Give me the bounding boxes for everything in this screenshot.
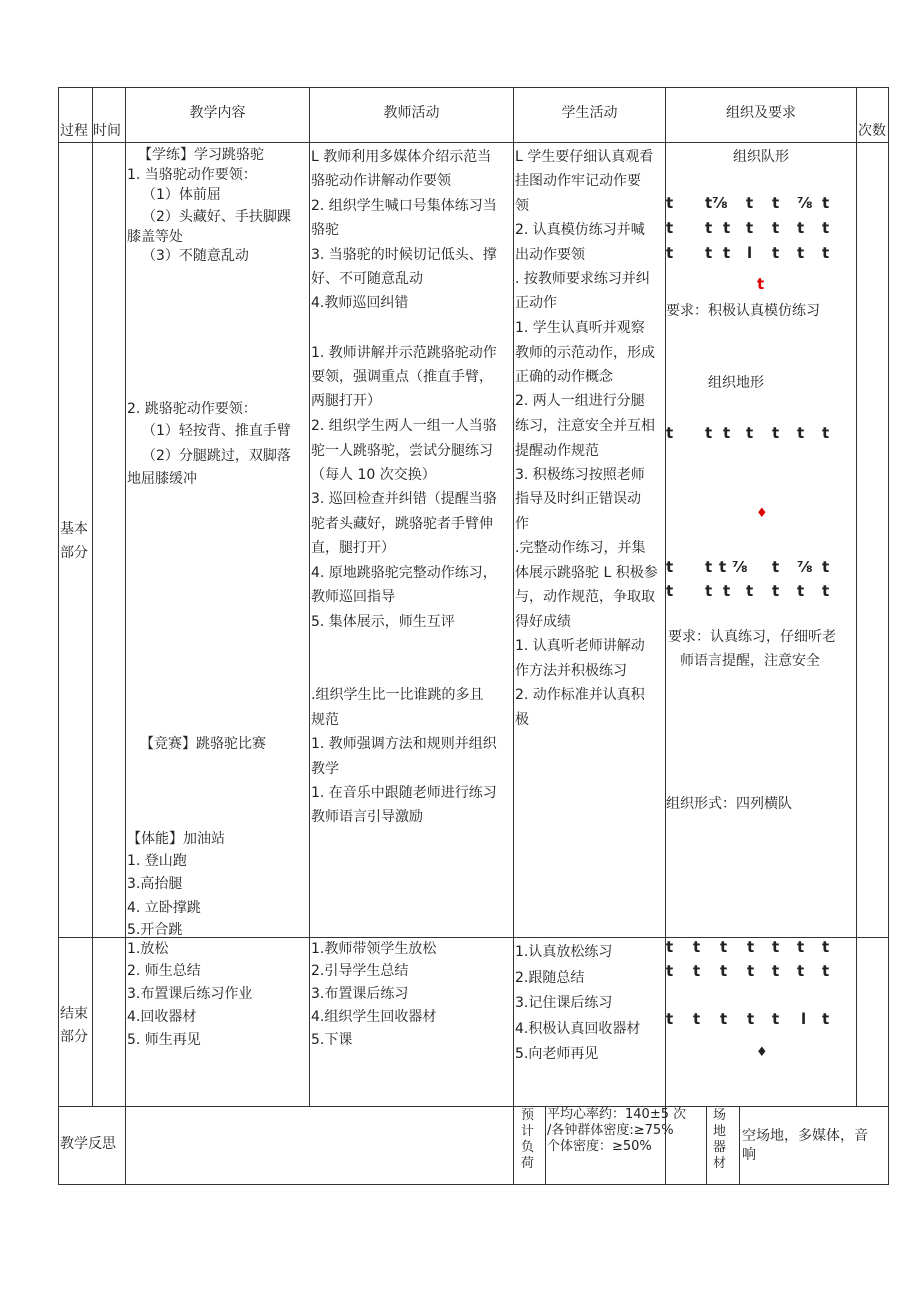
load-label-char: 预 — [521, 1108, 535, 1123]
teacher-line: 两腿打开） — [311, 393, 381, 409]
student-mark: t — [772, 244, 780, 262]
student-line: 2. 动作标准并认真积 — [515, 687, 645, 703]
student-line: 正动作 — [515, 295, 557, 311]
student-line: 1.认真放松练习 — [515, 944, 613, 960]
content-line: （2）分腿跳过，双脚落 — [142, 448, 291, 464]
student-mark: t — [822, 1010, 830, 1028]
student-mark: t — [705, 582, 713, 600]
content-line: 1. 当骆驼动作要领： — [127, 167, 257, 183]
header-time: 时间 — [93, 123, 121, 139]
student-mark: t — [666, 424, 674, 442]
venue-line: 空场地，多媒体，音 — [742, 1128, 868, 1144]
content-line: （1）轻按背、推直手臂 — [142, 423, 291, 439]
teacher-line: 2.引导学生总结 — [311, 963, 409, 979]
student-line: 得好成绩 — [515, 614, 571, 630]
basic-label-2: 部分 — [60, 545, 88, 561]
student-mark: t — [797, 962, 805, 980]
teacher-line: L 教师利用多媒体介绍示范当 — [311, 149, 492, 165]
teacher-line: （每人 10 次交换） — [311, 467, 436, 483]
teacher-line: 3.布置课后练习 — [311, 986, 409, 1002]
student-mark: t — [666, 558, 674, 576]
student-mark: t — [797, 424, 805, 442]
teacher-line: 教学 — [311, 761, 339, 777]
student-line: 练习，注意安全并互相 — [515, 418, 655, 434]
student-mark: t — [666, 582, 674, 600]
teacher-diamond-marker: ♦ — [756, 1045, 768, 1060]
content-line: 【体能】加油站 — [127, 831, 225, 847]
teacher-diamond-marker: ♦ — [756, 506, 768, 521]
content-line: 2. 师生总结 — [127, 963, 201, 979]
teacher-line: 骆驼动作讲解动作要领 — [311, 173, 451, 189]
student-line: 提醒动作规范 — [515, 443, 599, 459]
teacher-line: 4. 原地跳骆驼完整动作练习， — [311, 565, 497, 581]
heart-rate: 平均心率约：140±5 次 — [547, 1107, 687, 1122]
teacher-mark: l — [747, 244, 753, 262]
student-mark: t — [723, 424, 731, 442]
student-mark: t — [822, 219, 830, 237]
student-mark: t — [719, 558, 727, 576]
student-line: L 学生要仔细认真观看 — [515, 149, 654, 165]
end-label: 结束 — [60, 1006, 88, 1022]
student-mark: t⅞ — [705, 194, 728, 212]
basic-label: 基本 — [60, 521, 88, 537]
content-line: 5. 师生再见 — [127, 1032, 201, 1048]
student-mark: t — [720, 962, 728, 980]
terrain-title: 组织地形 — [708, 375, 764, 391]
student-mark: t — [723, 219, 731, 237]
content-line: 2. 跳骆驼动作要领： — [127, 401, 257, 417]
formation-title: 组织队形 — [733, 149, 789, 165]
student-mark: t — [822, 194, 830, 212]
student-line: 挂图动作牢记动作要 — [515, 173, 641, 189]
teacher-position-marker: t — [757, 275, 765, 293]
student-line: 2. 认真模仿练习并喊 — [515, 222, 645, 238]
student-mark: t — [693, 962, 701, 980]
header-count: 次数 — [858, 123, 886, 139]
content-line: 3.高抬腿 — [127, 876, 183, 892]
student-mark: t — [797, 244, 805, 262]
teacher-line: 1. 教师强调方法和规则并组织 — [311, 736, 497, 752]
student-mark: t — [747, 962, 755, 980]
content-line: 【学练】学习跳骆驼 — [138, 147, 264, 163]
venue-label-char: 器 — [713, 1140, 727, 1155]
content-line: 3.布置课后练习作业 — [127, 986, 253, 1002]
student-mark: t — [822, 582, 830, 600]
individual-density: 个体密度：≥50% — [547, 1139, 652, 1154]
student-mark: t — [666, 219, 674, 237]
student-mark: t — [705, 558, 713, 576]
teacher-line: 教师巡回指导 — [311, 589, 395, 605]
student-mark: t — [746, 219, 754, 237]
student-mark: ⅞ — [797, 558, 813, 576]
content-line: 5.开合跳 — [127, 922, 183, 938]
teacher-line: 1. 在音乐中跟随老师进行练习 — [311, 785, 497, 801]
formation-requirement-2: 要求：认真练习，仔细听老 — [668, 629, 836, 645]
teacher-mark: l — [801, 1010, 807, 1028]
student-line: 4.积极认真回收器材 — [515, 1021, 641, 1037]
student-line: 1. 学生认真听并观察 — [515, 320, 645, 336]
student-line: 3.记住课后练习 — [515, 995, 613, 1011]
teacher-line: 4.组织学生回收器材 — [311, 1009, 437, 1025]
venue-label-char: 材 — [713, 1156, 727, 1171]
teacher-line: 教师语言引导激励 — [311, 809, 423, 825]
student-mark: t — [705, 244, 713, 262]
student-mark: t — [693, 1010, 701, 1028]
venue-line: 响 — [742, 1147, 756, 1163]
header-process: 过程 — [60, 123, 88, 139]
teacher-line: 驼者头藏好，跳骆驼者手臂伸 — [311, 516, 493, 532]
student-mark: t — [720, 938, 728, 956]
student-line: 出动作要领 — [515, 247, 585, 263]
student-mark: t — [666, 244, 674, 262]
student-mark: t — [822, 244, 830, 262]
teacher-line: 2. 组织学生喊口号集体练习当 — [311, 198, 497, 214]
teacher-line: 3. 巡回检查并纠错（提醒当骆 — [311, 491, 497, 507]
student-mark: t — [747, 1010, 755, 1028]
venue-label-char: 场 — [713, 1108, 727, 1123]
student-mark: t — [666, 1010, 674, 1028]
teacher-line: 3. 当骆驼的时候切记低头、撑 — [311, 247, 497, 263]
student-mark: t — [822, 962, 830, 980]
header-teacher: 教师活动 — [383, 105, 440, 121]
student-mark: t — [666, 962, 674, 980]
student-mark: t — [723, 244, 731, 262]
student-line: 极 — [515, 712, 529, 728]
student-line: 与，动作规范，争取取 — [515, 589, 655, 605]
student-mark: t — [822, 558, 830, 576]
teacher-line: 直，腿打开） — [311, 540, 395, 556]
teacher-line: 好、不可随意乱动 — [311, 271, 423, 287]
student-line: 作方法并积极练习 — [515, 663, 627, 679]
student-mark: t — [720, 1010, 728, 1028]
student-mark: ⅞ — [732, 558, 748, 576]
student-mark: t — [693, 938, 701, 956]
student-line: 2.跟随总结 — [515, 970, 585, 986]
content-line: （2）头藏好、手扶脚踝 — [142, 209, 291, 225]
student-mark: t — [723, 582, 731, 600]
student-mark: t — [772, 938, 780, 956]
student-mark: t — [746, 194, 754, 212]
teacher-line: 2. 组织学生两人一组一人当骆 — [311, 418, 497, 434]
content-line: 4. 立卧撑跳 — [127, 900, 201, 916]
load-label-char: 计 — [521, 1124, 535, 1139]
student-line: 体展示跳骆驼 L 积极参 — [515, 565, 658, 581]
content-line: 4.回收器材 — [127, 1009, 197, 1025]
formation-form: 组织形式：四列横队 — [666, 796, 792, 812]
student-mark: ⅞ — [797, 194, 813, 212]
teacher-line: 5. 集体展示，师生互评 — [311, 614, 455, 630]
teacher-line: 骆驼 — [311, 222, 339, 238]
content-line: 膝盖等处 — [127, 229, 183, 245]
header-student: 学生活动 — [561, 105, 618, 121]
teacher-line: 要领，强调重点（推直手臂， — [311, 369, 493, 385]
student-mark: t — [772, 1010, 780, 1028]
student-mark: t — [772, 558, 780, 576]
student-line: 指导及时纠正错误动 — [515, 491, 641, 507]
student-mark: t — [772, 962, 780, 980]
teacher-line: 驼一人跳骆驼，尝试分腿练习 — [311, 443, 493, 459]
student-mark: t — [705, 424, 713, 442]
student-line: 领 — [515, 198, 529, 214]
teacher-line: 规范 — [311, 712, 339, 728]
student-mark: t — [797, 938, 805, 956]
teacher-line: 5.下课 — [311, 1032, 353, 1048]
teacher-line: 4.教师巡回纠错 — [311, 295, 409, 311]
student-line: 作 — [515, 516, 529, 532]
teacher-line: 1.教师带领学生放松 — [311, 941, 437, 957]
content-line: 地屈膝缓冲 — [127, 471, 197, 487]
header-content: 教学内容 — [189, 105, 246, 121]
student-mark: t — [822, 424, 830, 442]
student-mark: t — [772, 219, 780, 237]
formation-requirement: 要求：积极认真模仿练习 — [666, 303, 820, 319]
student-line: 正确的动作概念 — [515, 369, 613, 385]
teacher-line: 1. 教师讲解并示范跳骆驼动作 — [311, 345, 497, 361]
student-mark: t — [705, 219, 713, 237]
content-line: 1. 登山跑 — [127, 853, 187, 869]
student-line: 3. 积极练习按照老师 — [515, 467, 645, 483]
venue-label-char: 地 — [713, 1124, 727, 1139]
student-line: 教师的示范动作，形成 — [515, 345, 655, 361]
student-mark: t — [746, 424, 754, 442]
student-mark: t — [797, 582, 805, 600]
student-mark: t — [772, 194, 780, 212]
end-label-2: 部分 — [60, 1029, 88, 1045]
group-density: /各钟群体密度:≥75% — [547, 1123, 674, 1138]
formation-requirement-2b: 师语言提醒，注意安全 — [680, 653, 820, 669]
student-mark: t — [666, 194, 674, 212]
student-mark: t — [746, 582, 754, 600]
content-line: （3）不随意乱动 — [142, 248, 249, 264]
content-line: 【竞赛】跳骆驼比赛 — [140, 736, 266, 752]
student-mark: t — [822, 938, 830, 956]
load-label-char: 负 — [521, 1140, 535, 1155]
student-line: 2. 两人一组进行分腿 — [515, 393, 645, 409]
content-line: 1.放松 — [127, 941, 169, 957]
student-mark: t — [666, 938, 674, 956]
content-line: （1）体前屈 — [142, 187, 221, 203]
student-line: 5.向老师再见 — [515, 1046, 599, 1062]
student-line: .完整动作练习，并集 — [515, 540, 646, 556]
header-organization: 组织及要求 — [726, 105, 796, 121]
teacher-line: .组织学生比一比谁跳的多且 — [311, 687, 484, 703]
student-mark: t — [797, 219, 805, 237]
reflection-label: 教学反思 — [60, 1136, 116, 1152]
student-line: 1. 认真听老师讲解动 — [515, 638, 645, 654]
student-line: . 按教师要求练习并纠 — [515, 271, 650, 287]
student-mark: t — [747, 938, 755, 956]
load-label-char: 荷 — [521, 1156, 535, 1171]
student-mark: t — [772, 424, 780, 442]
student-mark: t — [772, 582, 780, 600]
